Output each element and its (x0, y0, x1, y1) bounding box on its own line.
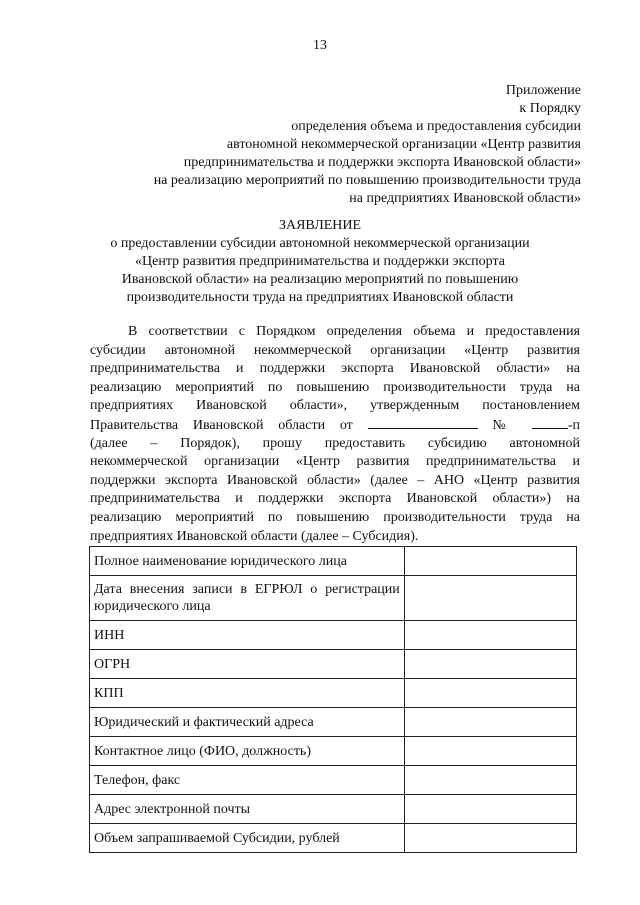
subtitle-line: о предоставлении субсидии автономной некоммерческой организации (110, 236, 530, 251)
body-line: реализацию мероприятий по повышению производительности труда на (90, 509, 580, 525)
number-blank (532, 416, 568, 429)
row-value[interactable] (404, 650, 576, 679)
page-number: 13 (313, 38, 327, 53)
applicant-info-table (89, 546, 577, 853)
number-suffix: -п (567, 417, 580, 433)
table-row (90, 621, 577, 650)
row-value[interactable] (404, 766, 576, 795)
body-line: предпринимательства и поддержки экспорта Ивановской области») на (90, 491, 580, 507)
table-row (90, 547, 577, 576)
table-row (90, 824, 577, 853)
appendix-line: на предприятиях Ивановской области» (349, 191, 581, 206)
subtitle-line: производительности труда на предприятиях Ивановской области (126, 290, 514, 305)
subtitle-line: «Центр развития предпринимательства и поддержки экспорта (135, 254, 505, 269)
body-line: предприятиях Ивановской области», утвержденным постановлением (90, 398, 580, 414)
body-line: реализацию мероприятий по повышению производительности труда на (90, 379, 580, 395)
table-row (90, 737, 577, 766)
appendix-line: определения объема и предоставления субсидии (291, 119, 581, 134)
body-line: В соответствии с Порядком определения объема и предоставления (128, 324, 580, 339)
row-value[interactable] (404, 737, 576, 766)
appendix-line: автономной некоммерческой организации «Центр развития (226, 137, 581, 152)
appendix-line: предпринимательства и поддержки экспорта Ивановской области» (183, 155, 581, 170)
row-label: ИНН (90, 621, 405, 650)
body-line: субсидии автономной некоммерческой организации «Центр развития (90, 342, 580, 358)
row-value[interactable] (404, 795, 576, 824)
number-sign: № (492, 417, 518, 433)
subtitle-line: Ивановской области» на реализацию мероприятий по повышению (121, 272, 519, 287)
row-label: Телефон, факс (90, 766, 405, 795)
row-value[interactable] (404, 621, 576, 650)
appendix-header (101, 82, 581, 208)
body-text: Правительства Ивановской области от (90, 417, 353, 433)
body-line: предпринимательства и поддержки экспорта Ивановской области» на (90, 361, 580, 377)
body-line: некоммерческой организации «Центр развития предпринимательства и (90, 454, 580, 470)
table-row (90, 576, 577, 621)
body-line: (далее – Порядок), прошу предоставить субсидию автономной (90, 435, 580, 451)
table-row (90, 679, 577, 708)
table-row (90, 795, 577, 824)
body-line-with-blanks (90, 416, 580, 435)
date-blank (368, 416, 478, 429)
row-value[interactable] (404, 679, 576, 708)
row-label: Объем запрашиваемой Субсидии, рублей (90, 824, 405, 853)
row-label: Адрес электронной почты (90, 795, 405, 824)
row-label: Юридический и фактический адреса (90, 708, 405, 737)
appendix-line: к Порядку (519, 101, 581, 116)
row-value[interactable] (404, 708, 576, 737)
row-label: Контактное лицо (ФИО, должность) (90, 737, 405, 766)
body-line: предприятиях Ивановской области (далее – Субсидия). (90, 528, 419, 544)
row-value[interactable] (404, 824, 576, 853)
table-row (90, 708, 577, 737)
body-line: поддержки экспорта Ивановской области» (далее – АНО «Центр развития (90, 472, 580, 488)
row-value[interactable] (404, 547, 576, 576)
statement-subtitle (90, 235, 550, 307)
number-field-group (532, 418, 580, 433)
row-label: Полное наименование юридического лица (90, 547, 405, 576)
table-row (90, 650, 577, 679)
row-value[interactable] (404, 576, 576, 621)
appendix-line: на реализацию мероприятий по повышению производительности труда (153, 173, 581, 188)
body-paragraph (90, 323, 580, 546)
row-label: ОГРН (90, 650, 405, 679)
appendix-line: Приложение (505, 83, 581, 98)
row-label: Дата внесения записи в ЕГРЮЛ о регистрации юридического лица (90, 576, 405, 621)
row-label: КПП (90, 679, 405, 708)
table-row (90, 766, 577, 795)
statement-title: ЗАЯВЛЕНИЕ (278, 218, 362, 233)
